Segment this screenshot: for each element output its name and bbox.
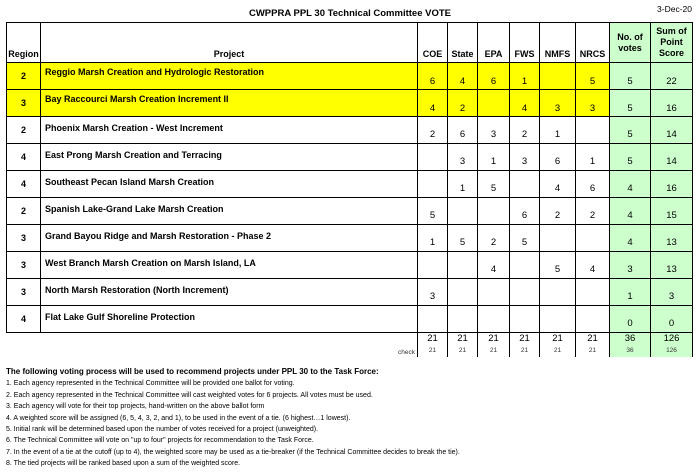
score-cell-state: 5 — [448, 225, 478, 252]
score-cell-fws: 1 — [510, 63, 540, 90]
note-item: 4. A weighted score will be assigned (6, 5, 4, 3, 2, and 1), to be used in the event of a tie. (6 highest…1 lowest). — [6, 414, 351, 422]
score-cell-nmfs: 1 — [540, 117, 576, 144]
project-name-cell: Flat Lake Gulf Shoreline Protection — [41, 306, 418, 333]
region-cell: 4 — [7, 306, 41, 333]
region-cell: 3 — [7, 225, 41, 252]
point-sum-cell: 16 — [651, 90, 693, 117]
vote-table — [6, 22, 693, 357]
sheet-date: 3-Dec-20 — [657, 4, 692, 14]
score-cell-nrcs: 6 — [576, 171, 610, 198]
point-sum-cell: 13 — [651, 252, 693, 279]
project-header: Project — [41, 23, 418, 63]
agency-header-fws: FWS — [510, 23, 540, 63]
score-cell-nrcs: 5 — [576, 63, 610, 90]
project-name-cell: Bay Raccourci Marsh Creation Increment II — [41, 90, 418, 117]
score-cell-coe: 4 — [418, 90, 448, 117]
score-cell-state: 2 — [448, 90, 478, 117]
score-cell-nmfs: 6 — [540, 144, 576, 171]
check-epa: 21 — [478, 347, 510, 357]
score-cell-nmfs: 2 — [540, 198, 576, 225]
project-name-cell: Spanish Lake-Grand Lake Marsh Creation — [41, 198, 418, 225]
project-name-cell: Grand Bayou Ridge and Marsh Restoration - Phase 2 — [41, 225, 418, 252]
note-item: 7. In the event of a tie at the cutoff (up to 4), the weighted score may be used as a tie-breaker (if the Technical Committee decides to break the tie). — [6, 448, 460, 456]
score-cell-fws: 4 — [510, 90, 540, 117]
score-cell-state: 1 — [448, 171, 478, 198]
score-cell-nrcs: 3 — [576, 90, 610, 117]
score-header — [651, 23, 693, 63]
score-cell-fws: 6 — [510, 198, 540, 225]
score-cell-epa — [478, 198, 510, 225]
note-item: 3. Each agency will vote for their top projects, hand-written on the above ballot form — [6, 403, 265, 411]
score-cell-epa: 3 — [478, 117, 510, 144]
point-sum-cell: 15 — [651, 198, 693, 225]
check-label: check — [398, 348, 415, 356]
region-cell: 3 — [7, 279, 41, 306]
table-row — [7, 117, 693, 144]
point-sum-cell: 0 — [651, 306, 693, 333]
score-cell-coe — [418, 144, 448, 171]
votes-cell: 4 — [610, 225, 651, 252]
score-cell-nmfs: 5 — [540, 252, 576, 279]
score-cell-epa: 6 — [478, 63, 510, 90]
check-nrcs: 21 — [576, 347, 610, 357]
region-cell: 4 — [7, 144, 41, 171]
score-cell-fws: 2 — [510, 117, 540, 144]
score-cell-state — [448, 279, 478, 306]
score-cell-nrcs — [576, 117, 610, 144]
check-state: 21 — [448, 347, 478, 357]
score-cell-state — [448, 198, 478, 225]
note-item: 6. The Technical Committee will vote on "up to four" projects for recommendation to the Task Force. — [6, 437, 314, 445]
project-name-cell: Reggio Marsh Creation and Hydrologic Restoration — [41, 63, 418, 90]
check-nmfs: 21 — [540, 347, 576, 357]
project-name-cell: West Branch Marsh Creation on Marsh Island, LA — [41, 252, 418, 279]
total-epa: 21 — [478, 333, 510, 348]
score-header-line2: Point — [660, 37, 683, 47]
header-row — [7, 23, 693, 63]
point-sum-cell: 14 — [651, 144, 693, 171]
score-cell-epa: 1 — [478, 144, 510, 171]
agency-header-state: State — [448, 23, 478, 63]
votes-header-line2: votes — [618, 42, 642, 53]
score-cell-nrcs — [576, 279, 610, 306]
region-header: Region — [7, 23, 41, 63]
score-cell-state: 4 — [448, 63, 478, 90]
project-name-cell: Southeast Pecan Island Marsh Creation — [41, 171, 418, 198]
note-item: 5. Initial rank will be determined based upon the number of votes received for a project (unweighted). — [6, 426, 319, 434]
score-cell-nmfs — [540, 279, 576, 306]
votes-cell: 5 — [610, 63, 651, 90]
region-cell: 2 — [7, 117, 41, 144]
region-cell: 2 — [7, 63, 41, 90]
totals-row — [7, 333, 693, 348]
score-cell-epa: 4 — [478, 252, 510, 279]
project-name-cell: North Marsh Restoration (North Increment) — [41, 279, 418, 306]
score-cell-state: 6 — [448, 117, 478, 144]
check-votes: 36 — [610, 347, 651, 357]
score-cell-coe — [418, 252, 448, 279]
score-cell-epa — [478, 90, 510, 117]
score-cell-nmfs: 3 — [540, 90, 576, 117]
votes-cell: 1 — [610, 279, 651, 306]
score-cell-fws: 3 — [510, 144, 540, 171]
score-cell-coe — [418, 306, 448, 333]
notes-heading: The following voting process will be used to recommend projects under PPL 30 to the Task Force: — [6, 367, 379, 376]
project-name-cell: East Prong Marsh Creation and Terracing — [41, 144, 418, 171]
score-cell-nmfs — [540, 306, 576, 333]
score-cell-fws — [510, 306, 540, 333]
agency-header-epa: EPA — [478, 23, 510, 63]
score-header-line3: Score — [658, 48, 684, 58]
region-cell: 2 — [7, 198, 41, 225]
votes-cell: 5 — [610, 90, 651, 117]
score-cell-nrcs: 2 — [576, 198, 610, 225]
score-cell-nrcs: 1 — [576, 144, 610, 171]
total-nrcs: 21 — [576, 333, 610, 348]
point-sum-cell: 3 — [651, 279, 693, 306]
score-cell-coe: 2 — [418, 117, 448, 144]
total-state: 21 — [448, 333, 478, 348]
sheet-title: CWPPRA PPL 30 Technical Committee VOTE — [248, 8, 451, 19]
table-row — [7, 306, 693, 333]
total-nmfs: 21 — [540, 333, 576, 348]
note-item: 2. Each agency represented in the Technical Committee will cast weighted votes for 6 projects. All votes must be used. — [6, 391, 373, 399]
score-cell-coe: 3 — [418, 279, 448, 306]
score-cell-fws — [510, 171, 540, 198]
table-row — [7, 279, 693, 306]
total-sum: 126 — [651, 333, 693, 348]
table-row — [7, 90, 693, 117]
score-cell-epa — [478, 279, 510, 306]
point-sum-cell: 13 — [651, 225, 693, 252]
table-row — [7, 144, 693, 171]
agency-header-nmfs: NMFS — [540, 23, 576, 63]
point-sum-cell: 16 — [651, 171, 693, 198]
score-cell-epa — [478, 306, 510, 333]
region-cell: 4 — [7, 171, 41, 198]
check-sum: 126 — [651, 347, 693, 357]
votes-cell: 5 — [610, 144, 651, 171]
table-row — [7, 171, 693, 198]
point-sum-cell: 22 — [651, 63, 693, 90]
score-cell-fws: 5 — [510, 225, 540, 252]
score-cell-nrcs — [576, 306, 610, 333]
score-cell-nrcs: 4 — [576, 252, 610, 279]
votes-cell: 4 — [610, 198, 651, 225]
table-row — [7, 252, 693, 279]
score-cell-coe: 1 — [418, 225, 448, 252]
votes-header — [610, 23, 651, 63]
score-cell-coe: 6 — [418, 63, 448, 90]
region-cell: 3 — [7, 252, 41, 279]
voting-process-notes — [6, 366, 694, 470]
score-cell-state — [448, 252, 478, 279]
total-votes: 36 — [610, 333, 651, 348]
score-cell-epa: 5 — [478, 171, 510, 198]
region-cell: 3 — [7, 90, 41, 117]
votes-cell: 3 — [610, 252, 651, 279]
score-cell-coe — [418, 171, 448, 198]
agency-header-nrcs: NRCS — [576, 23, 610, 63]
score-header-line1: Sum of — [656, 26, 687, 36]
check-fws: 21 — [510, 347, 540, 357]
note-item: 1. Each agency represented in the Technical Committee will be provided one ballot for voting. — [6, 380, 295, 388]
votes-cell: 4 — [610, 171, 651, 198]
score-cell-nmfs — [540, 63, 576, 90]
score-cell-state — [448, 306, 478, 333]
total-coe: 21 — [418, 333, 448, 348]
score-cell-fws — [510, 252, 540, 279]
score-cell-coe: 5 — [418, 198, 448, 225]
note-item: 8. The tied projects will be ranked based upon a sum of the weighted score. — [6, 460, 241, 468]
score-cell-nmfs: 4 — [540, 171, 576, 198]
table-row — [7, 63, 693, 90]
table-row — [7, 225, 693, 252]
votes-cell: 0 — [610, 306, 651, 333]
votes-cell: 5 — [610, 117, 651, 144]
score-cell-nmfs — [540, 225, 576, 252]
score-cell-nrcs — [576, 225, 610, 252]
notes-list — [6, 378, 694, 469]
score-cell-state: 3 — [448, 144, 478, 171]
check-coe: 21 — [418, 347, 448, 357]
votes-header-line1: No. of — [617, 31, 643, 42]
score-cell-epa: 2 — [478, 225, 510, 252]
total-fws: 21 — [510, 333, 540, 348]
score-cell-fws — [510, 279, 540, 306]
project-name-cell: Phoenix Marsh Creation - West Increment — [41, 117, 418, 144]
table-row — [7, 198, 693, 225]
check-row — [7, 347, 693, 357]
point-sum-cell: 14 — [651, 117, 693, 144]
totals-spacer — [7, 333, 418, 348]
agency-header-coe: COE — [418, 23, 448, 63]
